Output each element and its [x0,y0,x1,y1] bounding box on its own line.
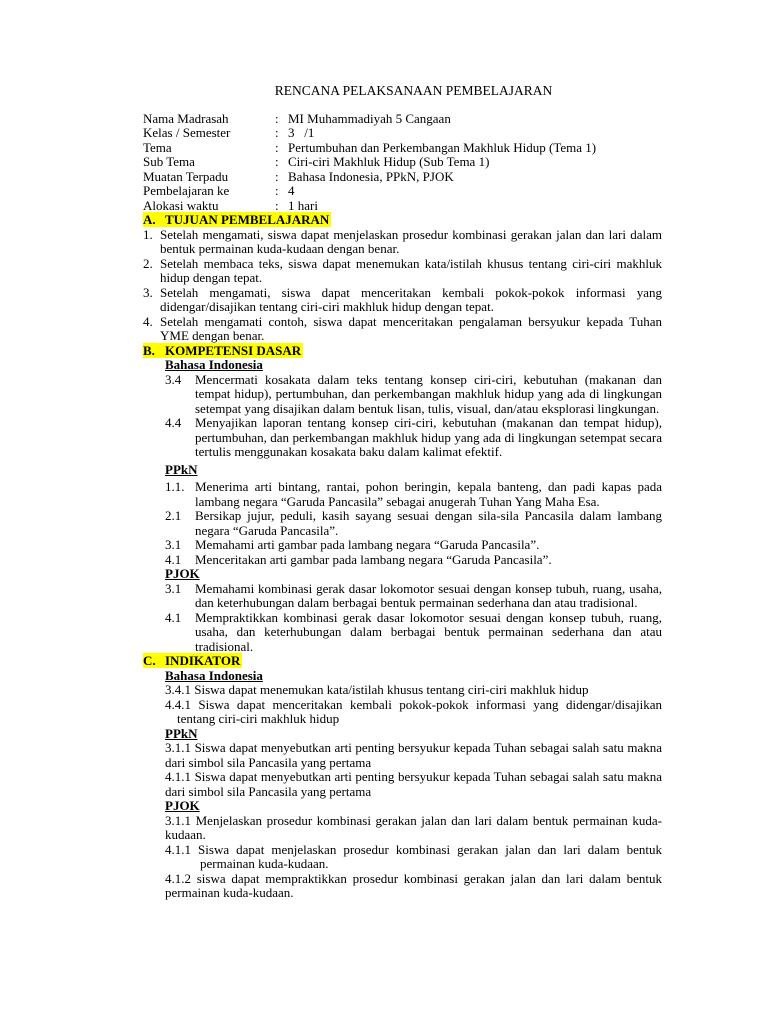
item-number: 2.1 [165,508,182,523]
meta-value: Ciri-ciri Makhluk Hidup (Sub Tema 1) [288,154,490,169]
meta-row [143,170,596,185]
item-text: Mempraktikkan kombinasi gerak dasar lokomotor sesuai dengan konsep tubuh, ruang, usaha, dan keterhubungan dalam berbagai bentuk permainan sederhana dan atau tradisional. [195,609,662,654]
list-item [143,315,662,344]
item-number: 4.4 [165,415,182,430]
item-number: 1. [143,226,153,242]
meta-key: Sub Tema [143,154,195,169]
kd-item [165,480,662,509]
document-title: RENCANA PELAKSANAAN PEMBELAJARAN [274,83,553,98]
section-heading-kompetensi [143,344,662,359]
meta-value: MI Muhammadiyah 5 Cangaan [288,110,451,126]
indicator-item: 3.1.1 Menjelaskan prosedur kombinasi gerakan jalan dan lari dalam bentuk permainan kuda-kudaan. [165,812,662,842]
meta-key: Kelas / Semester [143,125,231,140]
section-heading-tujuan [143,213,662,228]
indicator-item: 4.1.1 Siswa dapat menyebutkan arti penting bersyukur kepada Tuhan sebagai salah satu makna dari simbol sila Pancasila yang pertama [165,769,662,799]
section-title: KOMPETENSI DASAR [165,342,302,358]
list-item [143,257,662,286]
meta-row [143,112,596,127]
meta-value: Pertumbuhan dan Perkembangan Makhluk Hidup (Tema 1) [288,139,597,155]
identity-table [143,112,596,214]
heading-highlight [143,653,242,668]
item-number: 3. [143,284,153,300]
item-text: Mencermati kosakata dalam teks tentang konsep ciri-ciri, kebutuhan (makanan dan tempat hidup), pertumbuhan, dan perkembangan makhluk hidup yang ada di lingkungan setempat yang disajikan dalam bentuk lisan, tulis, visual, dan/atau eksplorasi lingkungan. [195,371,662,416]
item-text: Setelah membaca teks, siswa dapat menemukan kata/istilah khusus tentang ciri-ciri makhluk hidup dengan tepat. [160,255,662,285]
meta-row [143,126,596,141]
section-title: INDIKATOR [165,653,241,668]
meta-key: Pembelajaran ke [143,183,230,198]
item-text: Setelah mengamati contoh, siswa dapat menceritakan pengalaman bersyukur kepada Tuhan YME dengan benar. [160,313,662,343]
meta-row [143,184,596,199]
subject-label-bahasa: Bahasa Indonesia [165,357,263,372]
indicator-item: 3.4.1 Siswa dapat menemukan kata/istilah khusus tentang ciri-ciri makhluk hidup [165,682,589,697]
item-text: Memahami arti gambar pada lambang negara “Garuda Pancasila”. [195,537,540,552]
item-number: 4. [143,313,153,329]
meta-key: Tema [143,139,172,155]
item-number: 3.1 [165,580,182,596]
kd-item [165,416,662,460]
kd-item [165,553,662,568]
subject-label-pjok: PJOK [165,566,200,581]
kd-item [165,611,662,655]
item-number: 4.1 [165,609,182,625]
meta-colon: : [275,183,279,198]
meta-value: 4 [288,183,295,198]
kd-item [165,582,662,611]
meta-colon: : [275,139,279,155]
meta-key: Nama Madrasah [143,110,229,126]
heading-highlight [143,343,303,358]
meta-value: 3 /1 [288,125,315,140]
heading-highlight [143,212,331,227]
indicator-item: 4.1.1 Siswa dapat menjelaskan prosedur kombinasi gerakan jalan dan lari dalam bentuk permainan kuda-kudaan. [165,841,662,871]
meta-colon: : [275,125,279,140]
meta-colon: : [275,168,279,184]
meta-value: 1 hari [288,197,318,213]
list-item [143,228,662,257]
subject-label-pjok: PJOK [165,798,200,813]
item-number: 4.1 [165,551,182,567]
section-letter: A. [143,212,156,227]
item-number: 3.1 [165,537,182,552]
list-item [143,286,662,315]
item-text: Menceritakan arti gambar pada lambang negara “Garuda Pancasila”. [195,551,552,567]
item-text: Menyajikan laporan tentang konsep ciri-ciri, kebutuhan (makanan dan tempat hidup), pertumbuhan, dan perkembangan makhluk hidup yang ada di lingkungan setempat secara tertulis menggunakan kosakata baku dalam kalimat efektif. [195,415,662,459]
meta-key: Alokasi waktu [143,197,219,213]
meta-row [143,141,596,156]
meta-row [143,199,596,214]
meta-key: Muatan Terpadu [143,168,229,184]
meta-row [143,155,596,170]
meta-colon: : [275,197,279,213]
indicator-item: 3.1.1 Siswa dapat menyebutkan arti penting bersyukur kepada Tuhan sebagai salah satu makna dari simbol sila Pancasila yang pertama [165,740,662,770]
subject-label-ppkn: PPkN [165,461,198,477]
meta-value: Bahasa Indonesia, PPkN, PJOK [288,168,454,184]
item-number: 3.4 [165,371,182,387]
meta-colon: : [275,154,279,169]
kd-item [165,373,662,417]
item-number: 2. [143,255,153,271]
item-text: Setelah mengamati, siswa dapat menjelaskan prosedur kombinasi gerakan jalan dan lari dalam bentuk permainan kuda-kudaan dengan benar. [160,226,662,256]
subject-label-bahasa: Bahasa Indonesia [165,667,263,683]
meta-colon: : [275,110,279,126]
subject-label-ppkn: PPkN [165,725,198,741]
section-title: TUJUAN PEMBELAJARAN [165,212,330,227]
item-text: Setelah mengamati, siswa dapat menceritakan kembali pokok-pokok informasi yang didengar/disajikan tentang ciri-ciri makhluk hidup dengan tepat. [160,284,662,314]
indicator-item: 4.1.2 siswa dapat mempraktikkan prosedur kombinasi gerakan jalan dan lari dalam bentuk permainan kuda-kudaan. [165,870,662,900]
indicator-item: 4.4.1 Siswa dapat menceritakan kembali pokok-pokok informasi yang didengar/disajikan tentang ciri-ciri makhluk hidup [165,696,662,726]
item-number: 1.1. [165,479,185,494]
kd-item [165,538,662,553]
item-text: Bersikap jujur, peduli, kasih sayang sesuai dengan sila-sila Pancasila dalam lambang negara “Garuda Pancasila”. [195,508,662,538]
section-heading-indikator [143,654,662,669]
section-letter: C. [143,653,156,668]
item-text: Menerima arti bintang, rantai, pohon beringin, kepala banteng, dan padi kapas pada lambang negara “Garuda Pancasila” sebagai anugerah Tuhan Yang Maha Esa. [195,479,662,509]
kd-item [165,509,662,538]
item-text: Memahami kombinasi gerak dasar lokomotor sesuai dengan konsep tubuh, ruang, usaha, dan keterhubungan dalam berbagai bentuk permainan sederhana dan atau tradisional. [195,580,662,610]
goals-list [143,228,662,344]
section-letter: B. [143,342,155,358]
